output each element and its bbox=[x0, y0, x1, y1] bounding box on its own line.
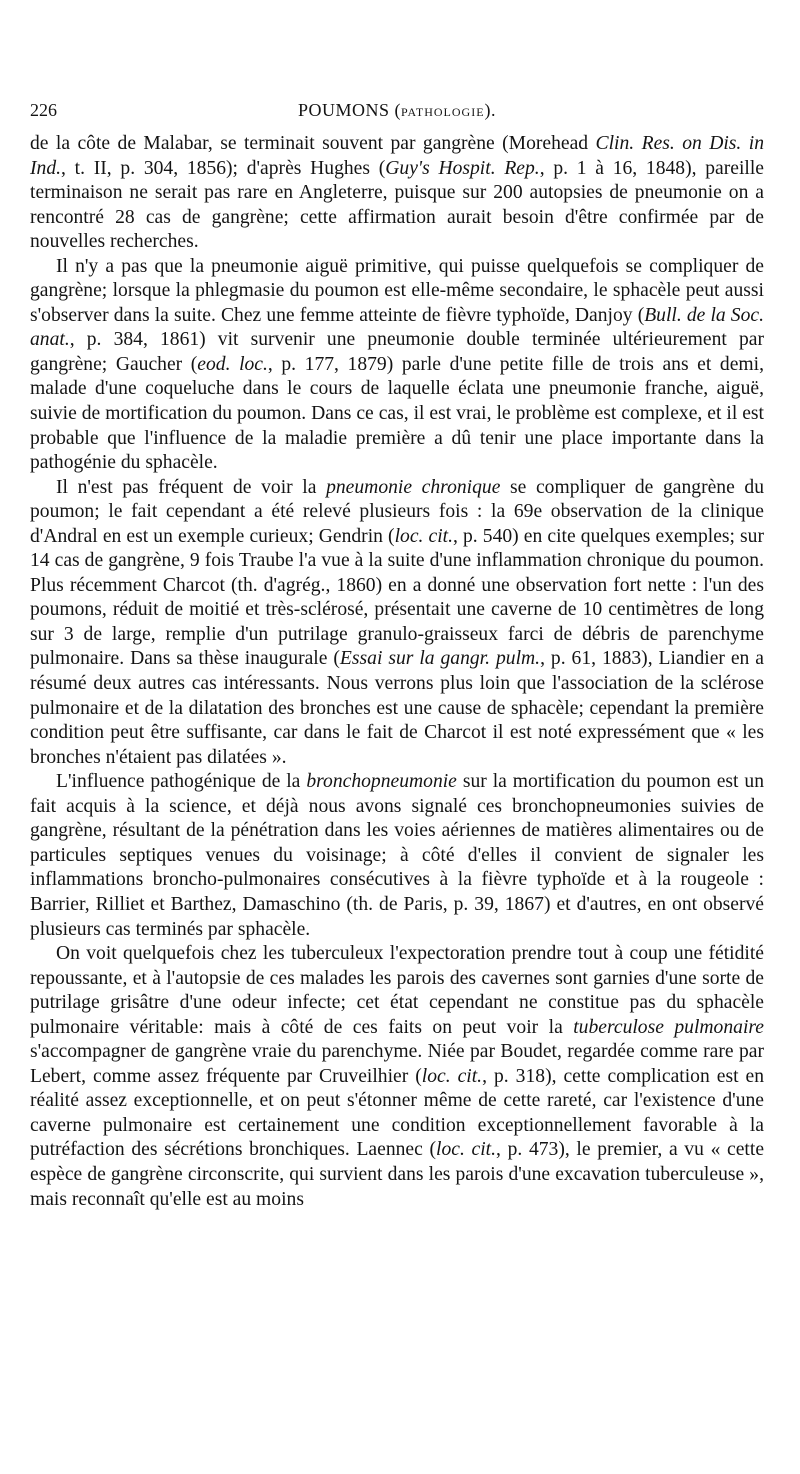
text-run: , p. 384, 1861) vit survenir une pneumonie double terminée ultérieurement par gangrène; Gaucher ( bbox=[30, 329, 764, 375]
text-run: , p. 61, 1883), Liandier en a résumé deux autres cas intéressants. Nous verrons plus loin que l'association de la sclérose pulmonaire et de la dilatation des bronches est une cause de sphacèle; cependant la première condition peut être suffisante, car dans le fait de Charcot il est noté expressément que « les bronches n'étaient pas dilatées ». bbox=[30, 648, 764, 768]
italic-citation: loc. cit. bbox=[394, 525, 453, 547]
text-run: se compliquer de gangrène du poumon; le fait cependant a été relevé plusieurs fois : la 69e observation de la clinique d'Andral en est un exemple curieux; Gendrin ( bbox=[30, 476, 765, 547]
paragraph bbox=[30, 132, 764, 255]
text-run: , p. 177, 1879) parle d'une petite fille de trois ans et demi, malade d'une coqueluche dans le cours de laquelle éclata une pneumonie franche, aiguë, suivie de mortification du poumon. Dans ce cas, il est vrai, le problème est complexe, et il est probable que l'influence de la maladie première a dû tenir une place importante dans la pathogénie du sphacèle. bbox=[30, 353, 764, 474]
text-run: , p. 318), cette complication est en réalité assez exceptionnelle, et on peut s'étonner même de cette rareté, car l'existence d'une caverne pulmonaire est certainement une condition exceptionnellement favorable à la putréfaction des sécrétions bronchiques. Laennec ( bbox=[30, 1065, 765, 1161]
body-text bbox=[30, 132, 764, 1212]
running-head-close: ). bbox=[484, 100, 497, 120]
document-page bbox=[30, 92, 764, 1212]
italic-citation: Clin. Res. on Dis. in Ind. bbox=[30, 133, 764, 179]
text-run: , t. II, p. 304, 1856); d'après Hughes ( bbox=[61, 157, 386, 179]
italic-citation: Bull. de la Soc. anat. bbox=[30, 304, 764, 351]
italic-citation: loc. cit. bbox=[436, 1139, 497, 1161]
paragraph bbox=[30, 770, 764, 942]
italic-citation: tuberculose pulmonaire bbox=[573, 1016, 764, 1038]
running-head bbox=[30, 100, 764, 121]
text-run: sur la mortification du poumon est un fait acquis à la science, et déjà nous avons signalé ces bronchopneumonies suivies de gangrène, résultant de la pénétration dans les voies aériennes de matières alimentaires ou de particules septiques venues du voisinage; à côté d'elles il convient de signaler les inflammations broncho-pulmonaires consécutives à la fièvre typhoïde et à la rougeole : Barrier, Rilliet et Barthez, Damaschino (th. de Paris, p. 39, 1867) et d'autres, en ont observé plusieurs cas terminés par sphacèle. bbox=[30, 771, 764, 940]
page-number: 226 bbox=[30, 100, 57, 120]
text-run: s'accompagner de gangrène vraie du parenchyme. Niée par Boudet, regardée comme rare par Lebert, comme assez fréquente par Cruveilhier ( bbox=[30, 1041, 764, 1087]
paragraph bbox=[30, 476, 764, 771]
text-run: On voit quelquefois chez les tuberculeux l'expectoration prendre tout à coup une fétidité repoussante, et à l'autopsie de ces malades les parois des cavernes sont garnies d'une sorte de putrilage grisâtre d'une odeur infecte; cet état cependant ne constitue pas du sphacèle pulmonaire véritable: mais à côté de ces faits on peut voir la bbox=[30, 943, 764, 1038]
text-run: Il n'est pas fréquent de voir la bbox=[56, 476, 327, 498]
italic-citation: pneumonie chronique bbox=[326, 476, 501, 498]
text-run: , p. 540) en cite quelques exemples; sur 14 cas de gangrène, 9 fois Traube l'a vue à la suite d'une inflammation chronique du poumon. Plus récemment Charcot (th. d'agrég., 1860) en a donné une observation fort nette : l'un des poumons, réduit de moitié et très-sclérosé, présentait une caverne de 10 centimètres de long sur 3 de large, remplie d'un putrilage granulo-graisseux farci de débris de parenchyme pulmonaire. Dans sa thèse inaugurale ( bbox=[30, 525, 764, 670]
running-head-title: POUMONS ( bbox=[297, 100, 401, 120]
paragraph bbox=[30, 255, 764, 476]
italic-citation: bronchopneumonie bbox=[306, 771, 457, 793]
text-run: , p. 473), le premier, a vu « cette espèce de gangrène circonscrite, qui survient dans les parois d'une excavation tuberculeuse », mais reconnaît qu'elle est au moins bbox=[30, 1139, 765, 1210]
text-run: Il n'y a pas que la pneumonie aiguë primitive, qui puisse quelquefois se compliquer de gangrène; lorsque la phlegmasie du poumon est elle-même secondaire, le sphacèle peut aussi s'observer dans la suite. Chez une femme atteinte de fièvre typhoïde, Danjoy ( bbox=[30, 255, 764, 326]
paragraph bbox=[30, 942, 764, 1212]
page-header bbox=[30, 92, 764, 132]
running-head-subtitle: PATHOLOGIE bbox=[400, 105, 485, 119]
italic-citation: Essai sur la gangr. pulm. bbox=[339, 648, 541, 670]
text-run: de la côte de Malabar, se terminait souvent par gangrène (Morehead bbox=[30, 133, 596, 154]
italic-citation: Guy's Hospit. Rep. bbox=[385, 157, 540, 179]
italic-citation: eod. loc. bbox=[197, 353, 268, 375]
italic-citation: loc. cit. bbox=[421, 1065, 483, 1087]
text-run: L'influence pathogénique de la bbox=[56, 771, 307, 793]
text-run: , p. 1 à 16, 1848), pareille terminaison ne serait pas rare en Angleterre, puisque sur 200 autopsies de pneumonie on a rencontré 28 cas de gangrène; cette affirmation aurait besoin d'être confirmée par de nouvelles recherches. bbox=[30, 157, 764, 253]
